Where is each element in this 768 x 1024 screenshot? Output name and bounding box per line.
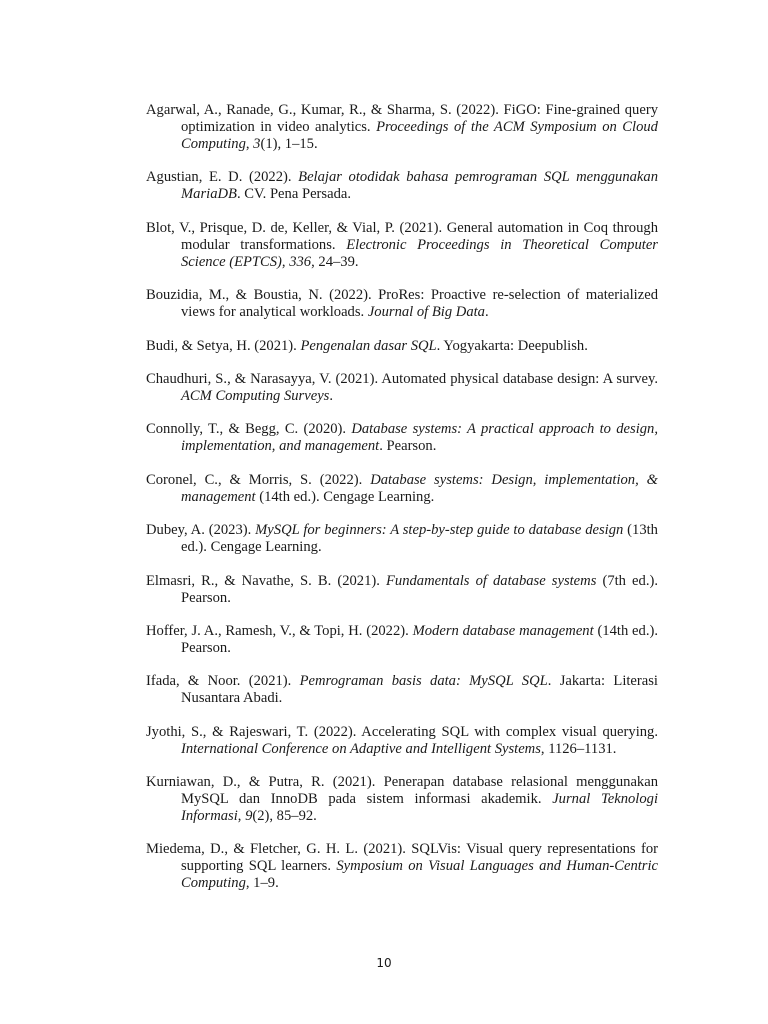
reference-authors: Budi, & Setya, H. (2021). xyxy=(146,337,301,354)
reference-tail: (2), 85–92. xyxy=(252,808,317,825)
reference-entry xyxy=(146,573,658,607)
reference-entry xyxy=(146,338,658,355)
reference-authors: Coronel, C., & Morris, S. (2022). xyxy=(146,471,371,488)
reference-entry xyxy=(146,522,658,556)
reference-entry xyxy=(146,472,658,506)
reference-authors: Elmasri, R., & Navathe, S. B. (2021). xyxy=(146,572,386,589)
reference-source: Pemrograman basis data: MySQL SQL xyxy=(299,673,548,690)
reference-entry xyxy=(146,673,658,707)
reference-entry xyxy=(146,220,658,271)
reference-volume: 336 xyxy=(289,253,312,270)
reference-authors: Connolly, T., & Begg, C. (2020). xyxy=(146,421,352,438)
reference-authors: Dubey, A. (2023). xyxy=(146,522,256,539)
reference-entry xyxy=(146,102,658,153)
reference-tail: . xyxy=(484,304,489,321)
reference-tail: (14th ed.). Pearson. xyxy=(181,622,658,656)
reference-source: Symposium on Visual Languages and Human-Centric Computing xyxy=(181,858,659,892)
reference-tail: (13th ed.). Cengage Learning. xyxy=(181,522,658,556)
reference-tail: . Pearson. xyxy=(379,438,437,455)
reference-tail: (14th ed.). Cengage Learning. xyxy=(255,488,435,505)
reference-tail: . CV. Pena Persada. xyxy=(236,186,351,203)
reference-list xyxy=(146,102,658,909)
reference-source: Database systems: Design, implementation, & management xyxy=(181,471,659,505)
reference-source: Proceedings of the ACM Symposium on Cloud Computing xyxy=(181,119,658,152)
reference-entry xyxy=(146,774,658,825)
reference-authors: Agarwal, A., Ranade, G., Kumar, R., & Sharma, S. (2022). FiGO: Fine-grained query optimization in video analytics. xyxy=(146,102,658,135)
reference-tail: (1), 1–15. xyxy=(260,136,318,152)
reference-source: International Conference on Adaptive and Intelligent Systems xyxy=(181,740,541,757)
reference-entry xyxy=(146,287,658,321)
reference-tail: , 1126–1131. xyxy=(540,740,617,757)
reference-source: Belajar otodidak bahasa pemrograman SQL menggunakan MariaDB xyxy=(181,169,658,203)
reference-authors: Chaudhuri, S., & Narasayya, V. (2021). Automated physical database design: A survey. xyxy=(146,370,658,387)
reference-separator: , xyxy=(245,136,254,152)
reference-tail: , 1–9. xyxy=(245,875,279,892)
reference-entry xyxy=(146,371,658,405)
reference-authors: Agustian, E. D. (2022). xyxy=(146,169,299,186)
reference-tail: . Jakarta: Literasi Nusantara Abadi. xyxy=(181,673,658,707)
reference-authors: Ifada, & Noor. (2021). xyxy=(146,673,300,690)
page-number: 10 xyxy=(376,956,392,970)
reference-tail: . Yogyakarta: Deepublish. xyxy=(436,337,588,354)
reference-source: Modern database management xyxy=(412,622,594,639)
reference-separator: , xyxy=(281,253,290,270)
reference-source: Journal of Big Data xyxy=(367,304,485,321)
reference-tail: . xyxy=(329,387,334,404)
reference-tail: , 24–39. xyxy=(311,253,359,270)
reference-source: Pengenalan dasar SQL xyxy=(300,337,437,354)
reference-source: Jurnal Teknologi Informasi xyxy=(181,791,658,825)
reference-authors: Hoffer, J. A., Ramesh, V., & Topi, H. (2022). xyxy=(146,622,413,639)
reference-source: ACM Computing Surveys xyxy=(181,387,330,404)
reference-authors: Bouzidia, M., & Boustia, N. (2022). ProRes: Proactive re-selection of materialized views for analytical workloads. xyxy=(146,287,658,321)
reference-tail: (7th ed.). Pearson. xyxy=(181,572,658,606)
reference-volume: 3 xyxy=(253,136,261,152)
reference-authors: Blot, V., Prisque, D. de, Keller, & Vial, P. (2021). General automation in Coq through modular transformations. xyxy=(146,219,658,253)
reference-authors: Kurniawan, D., & Putra, R. (2021). Penerapan database relasional menggunakan MySQL dan InnoDB pada sistem informasi akademik. xyxy=(146,774,658,808)
reference-volume: 9 xyxy=(245,808,253,825)
reference-entry xyxy=(146,841,658,892)
reference-entry xyxy=(146,169,658,203)
reference-source: Fundamentals of database systems xyxy=(385,572,597,589)
reference-authors: Jyothi, S., & Rajeswari, T. (2022). Accelerating SQL with complex visual querying. xyxy=(146,723,658,740)
reference-authors: Miedema, D., & Fletcher, G. H. L. (2021). SQLVis: Visual query representations for supporting SQL learners. xyxy=(146,841,658,875)
reference-entry xyxy=(146,623,658,657)
reference-source: MySQL for beginners: A step-by-step guide to database design xyxy=(255,522,624,539)
reference-source: Electronic Proceedings in Theoretical Computer Science (EPTCS) xyxy=(181,236,658,270)
reference-separator: , xyxy=(237,808,246,825)
reference-entry xyxy=(146,724,658,758)
reference-source: Database systems: A practical approach to design, implementation, and management xyxy=(181,421,658,455)
reference-entry xyxy=(146,421,658,455)
